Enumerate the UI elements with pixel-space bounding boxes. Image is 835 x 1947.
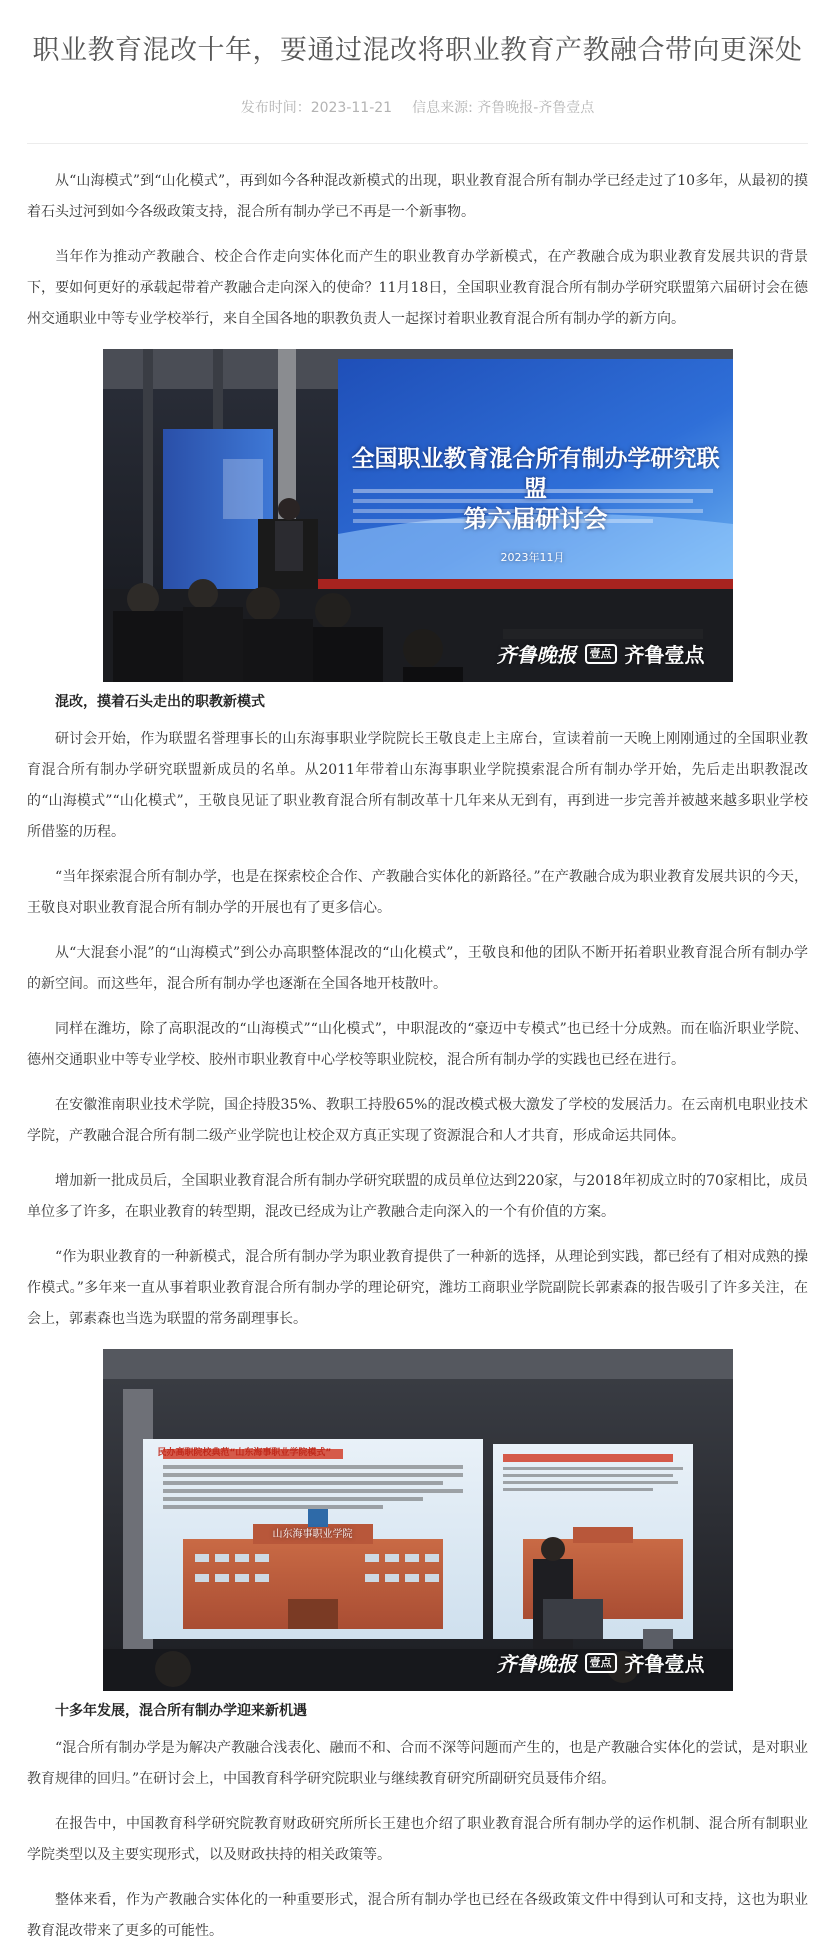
section-heading: 混改，摸着石头走出的职教新模式	[55, 694, 265, 710]
paragraph: 在报告中，中国教育科学研究院教育财政研究所所长王建也介绍了职业教育混合所有制办学的运作机制、混合所有制职业学院类型以及主要实现形式，以及财政扶持的相关政策等。	[27, 1816, 808, 1863]
building-sign: 山东海事职业学院	[272, 1529, 353, 1540]
paragraph: 从“大混套小混”的“山海模式”到公办高职整体混改的“山化模式”，王敬良和他的团队不断开拓着职业教育混合所有制办学的新空间。而这些年，混合所有制办学也逐渐在全国各地开枝散叶。	[27, 945, 808, 992]
paragraph: “混合所有制办学是为解决产教融合浅表化、融而不和、合而不深等问题而产生的，也是产教融合实体化的尝试，是对职业教育规律的回归。”在研讨会上，中国教育科学研究院职业与继续教育研究所副研究员聂伟介绍。	[27, 1740, 808, 1787]
photo-watermark	[497, 1648, 705, 1677]
photo-watermark	[497, 639, 705, 668]
paragraph: 在安徽淮南职业技术学院，国企持股35%、教职工持股65%的混改模式极大激发了学校的发展活力。在云南机电职业技术学院，产教融合混合所有制二级产业学院也让校企双方真正实现了资源混合和人才共育，形成命运共同体。	[27, 1097, 808, 1144]
source-info: 信息来源: 齐鲁晚报-齐鲁壹点	[412, 100, 595, 116]
watermark-badge: 壹点	[585, 1653, 617, 1673]
paragraph: “作为职业教育的一种新模式，混合所有制办学为职业教育提供了一种新的选择，从理论到实践，都已经有了相对成熟的操作模式。”多年来一直从事着职业教育混合所有制办学的理论研究，潍坊工商职业学院副院长郭素森的报告吸引了许多关注，在会上，郭素森也当选为联盟的常务副理事长。	[27, 1249, 808, 1327]
section-heading: 十多年发展，混合所有制办学迎来新机遇	[55, 1703, 307, 1719]
watermark-app: 齐鲁壹点	[624, 1652, 705, 1676]
publish-time: 发布时间：2023-11-21	[240, 100, 393, 116]
banner-date: 2023年11月	[500, 551, 565, 564]
divider	[27, 143, 808, 144]
watermark-brand: 齐鲁晚报	[496, 643, 577, 667]
paragraph: 当年作为推动产教融合、校企合作走向实体化而产生的职业教育办学新模式，在产教融合成为职业教育发展共识的背景下，要如何更好的承载起带着产教融合走向深入的使命？11月18日，全国职业教育混合所有制办学研究联盟第六届研讨会在德州交通职业中等专业学校举行，来自全国各地的职教负责人一起探讨着职业教育混合所有制办学的新方向。	[27, 249, 808, 327]
watermark-badge: 壹点	[585, 644, 617, 664]
paragraph: 从“山海模式”到“山化模式”，再到如今各种混改新模式的出现，职业教育混合所有制办学已经走过了10多年，从最初的摸着石头过河到如今各级政策支持，混合所有制办学已不再是一个新事物。	[27, 173, 808, 220]
paragraph: “当年探索混合所有制办学，也是在探索校企合作、产教融合实体化的新路径。”在产教融合成为职业教育发展共识的今天，王敬良对职业教育混合所有制办学的开展也有了更多信心。	[27, 869, 808, 916]
paragraph: 研讨会开始，作为联盟名誉理事长的山东海事职业学院院长王敬良走上主席台，宣读着前一天晚上刚刚通过的全国职业教育混合所有制办学研究联盟新成员的名单。从2011年带着山东海事职业学院摸索混合所有制办学开始，先后走出职教混改的“山海模式”“山化模式”，王敬良见证了职业教育混合所有制改革十几年来从无到有，再到进一步完善并被越来越多职业学校所借鉴的历程。	[27, 731, 808, 840]
banner-line-1: 全国职业教育混合所有制办学研究联盟	[351, 446, 720, 502]
slide-title: 民办高职院校典范“山东海事职业学院模式”	[157, 1448, 332, 1458]
banner-line-2: 第六届研讨会	[463, 505, 608, 533]
watermark-app: 齐鲁壹点	[624, 643, 705, 667]
watermark-brand: 齐鲁晚报	[496, 1652, 577, 1676]
article-meta	[27, 98, 808, 118]
paragraph: 增加新一批成员后，全国职业教育混合所有制办学研究联盟的成员单位达到220家，与2018年初成立时的70家相比，成员单位多了许多，在职业教育的转型期，混改已经成为让产教融合走向深入的一个有价值的方案。	[27, 1173, 808, 1220]
paragraph: 同样在潍坊，除了高职混改的“山海模式”“山化模式”，中职混改的“豪迈中专模式”也已经十分成熟。而在临沂职业学院、德州交通职业中等专业学校、胶州市职业教育中心学校等职业院校，混合所有制办学的实践也已经在进行。	[27, 1021, 808, 1068]
conference-photo	[103, 349, 733, 682]
presentation-photo-image	[103, 1349, 733, 1691]
banner-title	[351, 444, 721, 534]
presentation-photo	[103, 1349, 733, 1691]
paragraph: 整体来看，作为产教融合实体化的一种重要形式，混合所有制办学也已经在各级政策文件中得到认可和支持，这也为职业教育混改带来了更多的可能性。	[27, 1892, 808, 1939]
article-title: 职业教育混改十年，要通过混改将职业教育产教融合带向更深处	[32, 35, 803, 66]
